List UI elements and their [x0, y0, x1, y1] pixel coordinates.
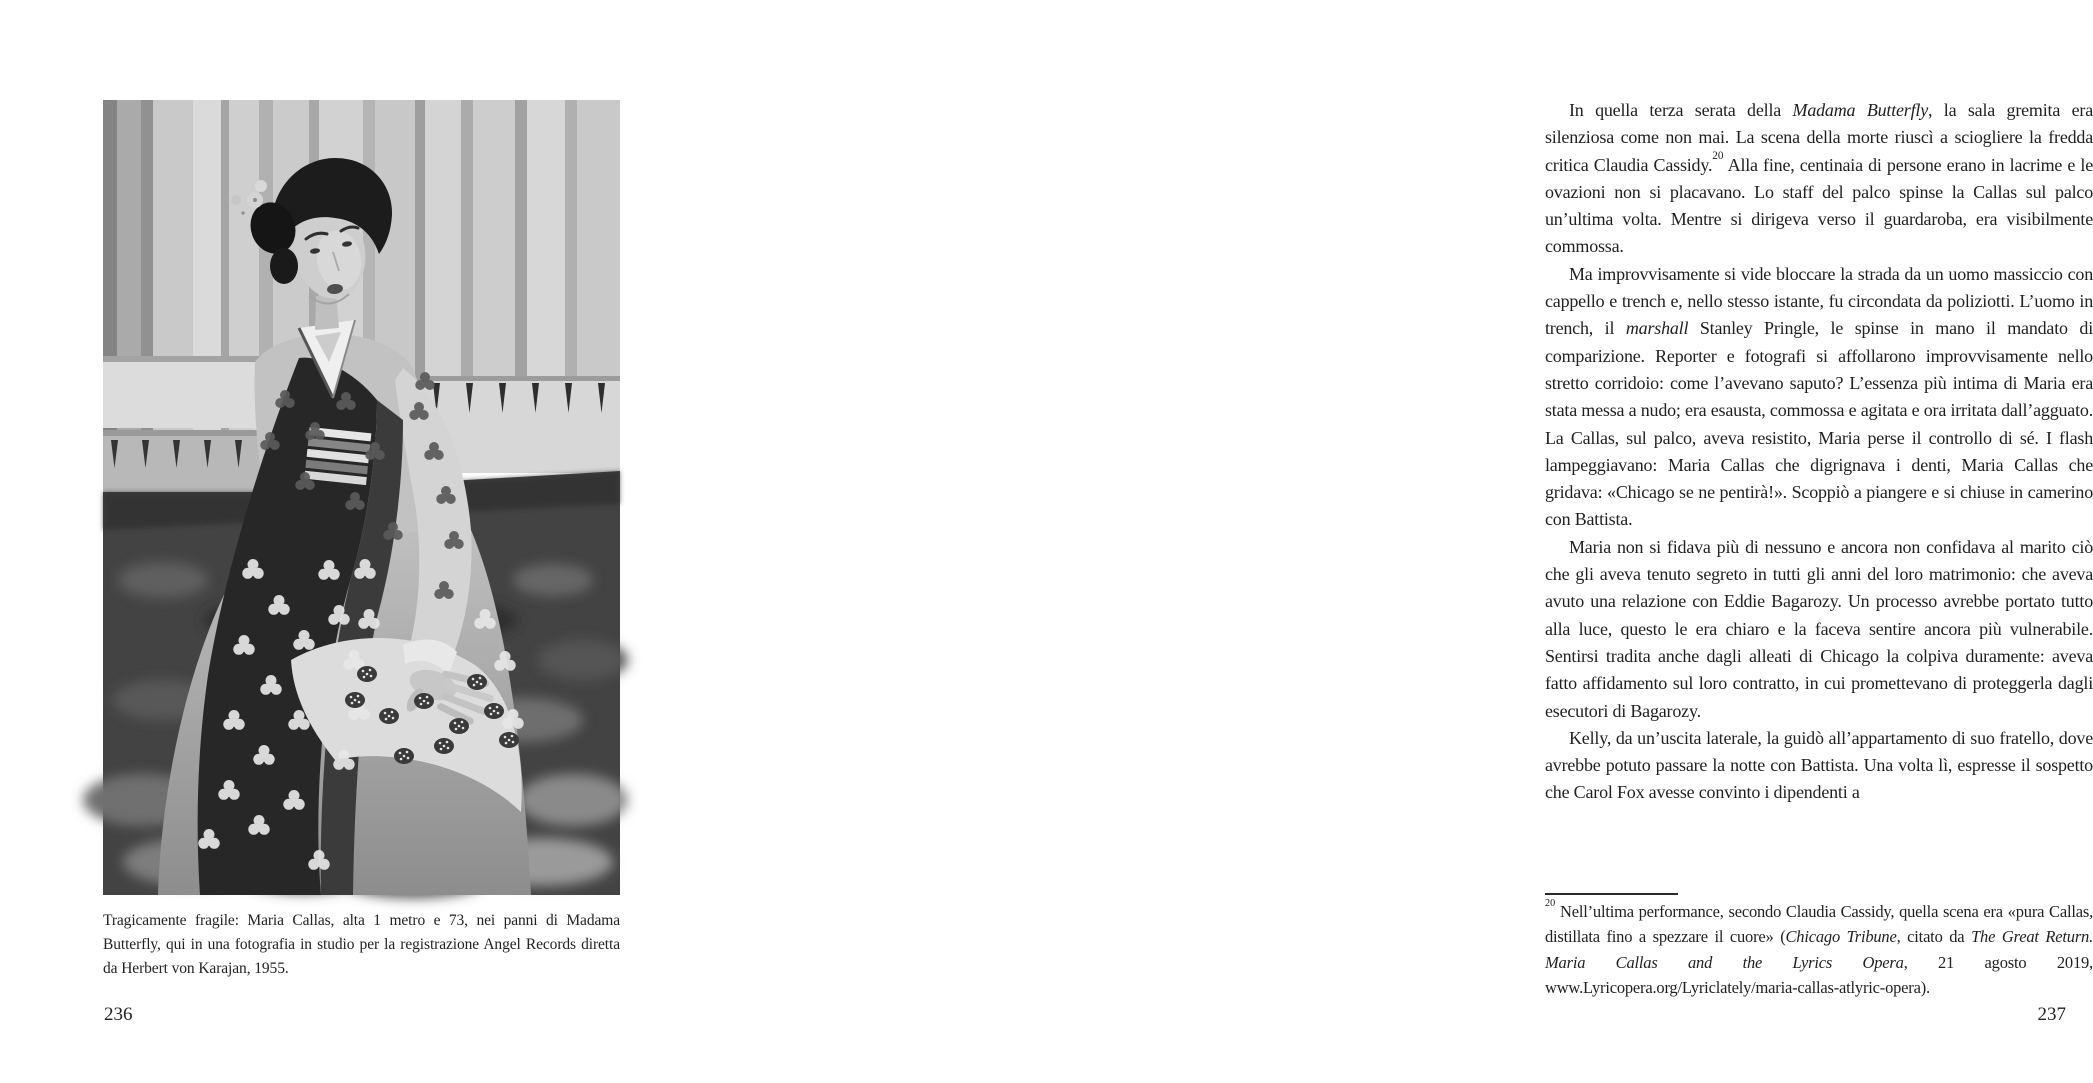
page-number-left: 236	[104, 1004, 133, 1025]
footnote	[1545, 899, 2093, 1000]
text-segment: The Great Return. Maria Callas and the Lyrics Opera	[1545, 927, 2093, 972]
footnote-separator	[1545, 893, 1678, 895]
text-segment: Kelly, da un’uscita laterale, la guidò all’appartamento di suo fratello, dove avrebbe potuto passare la notte con Battista. Una volta lì, espresse il sospetto che Carol Fox avesse convinto i dipendenti a	[1545, 727, 2093, 803]
body-paragraph	[1545, 97, 2093, 261]
text-segment: Ma improvvisamente si vide bloccare la strada da un uomo massiccio con cappello e trench e, nello stesso istante, fu circondata da poliziotti. L’uomo in trench, il	[1545, 263, 2093, 339]
text-segment: In quella terza serata della	[1569, 100, 1793, 120]
text-segment: Madama Butterfly	[1792, 100, 1928, 120]
text-segment: Maria non si fidava più di nessuno e ancora non confidava al marito ciò che gli aveva tenuto segreto in tutti gli anni del loro matrimonio: che aveva avuto una relazione con Eddie Bagarozy. Un processo avrebbe portato tutto alla luce, questo le era chiaro e la faceva sentire ancora più vulnerabile. Sentirsi tradita anche dagli alleati di Chicago la colpiva duramente: aveva fatto affidamento sul loro contratto, in cui promettevano di proteggerla dagli esecutori di Bagarozy.	[1545, 536, 2093, 721]
photo-caption: Tragicamente fragile: Maria Callas, alta 1 metro e 73, nei panni di Madama Butterfly, qui in una fotografia in studio per la registrazione Angel Records diretta da Herbert von Karajan, 1955.	[103, 912, 620, 977]
text-segment: Nell’ultima performance, secondo Claudia Cassidy, quella scena era «pura Callas, distillata fino a spezzare il cuore» (	[1545, 902, 2093, 947]
text-segment: , 21 agosto 2019, www.Lyricopera.org/Lyriclately/maria-callas-atlyric-opera).	[1545, 952, 2093, 997]
photo-figure	[103, 100, 620, 895]
left-page	[0, 0, 722, 1083]
footnote-ref: 20	[1545, 898, 1556, 910]
text-segment: , citato da	[1896, 927, 1972, 947]
right-page	[723, 0, 2093, 1083]
body-paragraph	[1545, 534, 2093, 725]
footnote-ref: 20	[1712, 149, 1724, 162]
body-paragraph	[1545, 725, 2093, 807]
text-segment: Chicago Tribune	[1785, 927, 1897, 947]
page-number-right: 237	[2037, 1004, 2066, 1025]
text-segment: Alla fine, centinaia di persone erano in lacrime e le ovazioni non si placavano. Lo staff del palco spinse la Callas sul palco un’ultima volta. Mentre si dirigeva verso il guardaroba, era visibilmente commossa.	[1545, 154, 2093, 257]
body-text	[1545, 97, 2093, 807]
callas-photo	[103, 100, 620, 895]
text-segment: Stanley Pringle, le spinse in mano il mandato di comparizione. Reporter e fotografi si affollarono improvvisamente nello stretto corridoio: come l’avevano saputo? L’essenza più intima di Maria era stata messa a nudo; era esausta, commossa e agitata e ora irritata dall’agguato. La Callas, sul palco, aveva resistito, Maria perse il controllo di sé. I flash lampeggiavano: Maria Callas che digrignava i denti, Maria Callas che gridava: «Chicago se ne pentirà!». Scoppiò a piangere e si chiuse in camerino con Battista.	[1545, 318, 2093, 530]
text-segment: marshall	[1625, 318, 1689, 339]
text-segment: , la sala gremita era silenziosa come non mai. La scena della morte riuscì a sciogliere la fredda critica Claudia Cassidy.	[1545, 100, 2093, 175]
body-paragraph	[1545, 261, 2093, 534]
